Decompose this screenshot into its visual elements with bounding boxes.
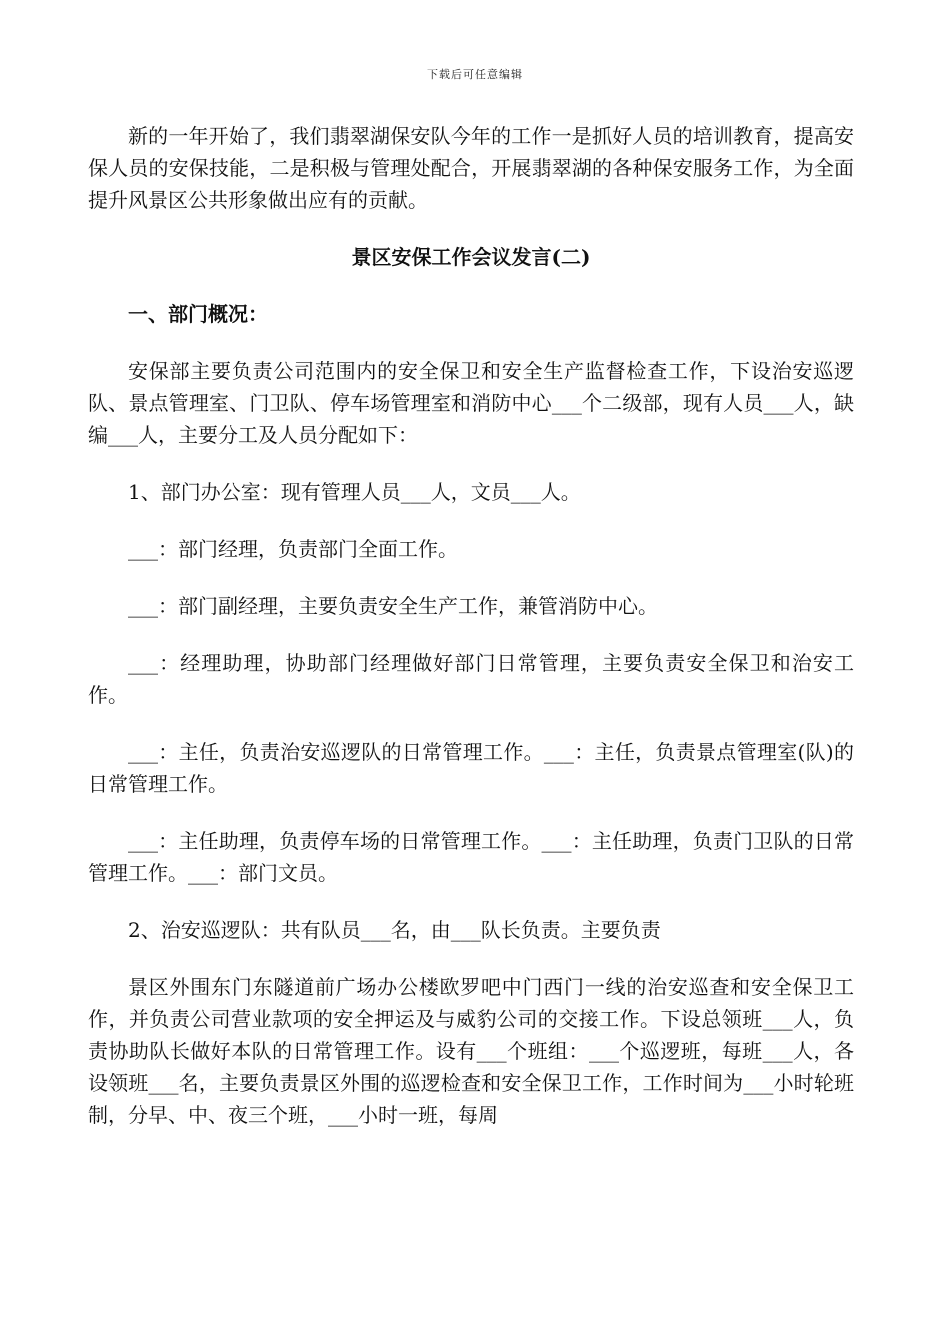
paragraph-directors: ___：主任，负责治安巡逻队的日常管理工作。___：主任，负责景点管理室(队)的日常管理工作。 (88, 740, 854, 796)
paragraph-office: 1、部门办公室：现有管理人员___人，文员___人。 (128, 480, 581, 504)
document-body (88, 120, 854, 1131)
paragraph-deputy-manager: ___：部门副经理，主要负责安全生产工作，兼管消防中心。 (128, 594, 658, 618)
paragraph-director-assistants: ___：主任助理，负责停车场的日常管理工作。___：主任助理，负责门卫队的日常管理工作。___：部门文员。 (88, 829, 854, 885)
header-note: 下载后可任意编辑 (427, 68, 523, 81)
section-title: 景区安保工作会议发言(二) (351, 245, 591, 269)
paragraph-patrol-duties: 景区外围东门东隧道前广场办公楼欧罗吧中门西门一线的治安巡查和安全保卫工作，并负责公司营业款项的安全押运及与威豹公司的交接工作。下设总领班___人，负责协助队长做好本队的日常管理工作。设有___个班组：___个巡逻班，每班___人，各设领班___名，主要负责景区外围的巡逻检查和安全保卫工作，工作时间为___小时轮班制，分早、中、夜三个班，___小时一班，每周 (88, 975, 854, 1127)
paragraph-manager: ___：部门经理，负责部门全面工作。 (128, 537, 458, 561)
heading-department-overview: 一、部门概况： (128, 302, 268, 326)
paragraph-manager-assistant: ___：经理助理，协助部门经理做好部门日常管理，主要负责安全保卫和治安工作。 (88, 651, 854, 707)
paragraph-patrol-team: 2、治安巡逻队：共有队员___名，由___队长负责。主要负责 (128, 918, 661, 942)
paragraph-intro: 新的一年开始了，我们翡翠湖保安队今年的工作一是抓好人员的培训教育，提高安保人员的安保技能，二是积极与管理处配合，开展翡翠湖的各种保安服务工作，为全面提升风景区公共形象做出应有的贡献。 (88, 124, 854, 212)
paragraph-department-duties: 安保部主要负责公司范围内的安全保卫和安全生产监督检查工作，下设治安巡逻队、景点管理室、门卫队、停车场管理室和消防中心___个二级部，现有人员___人，缺编___人，主要分工及人员分配如下： (88, 359, 854, 447)
